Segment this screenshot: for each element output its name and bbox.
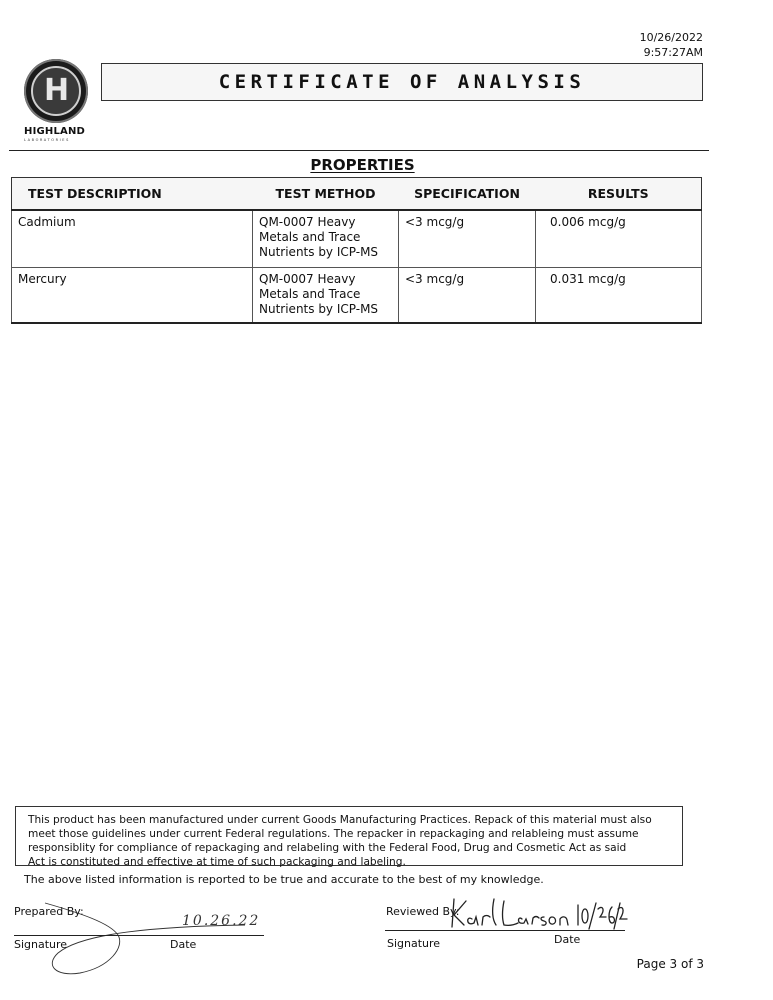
table-row (12, 210, 702, 268)
print-timestamp (640, 30, 703, 60)
cell-method-line: Nutrients by ICP-MS (259, 302, 379, 316)
document-title: CERTIFICATE OF ANALYSIS (218, 71, 586, 93)
header-divider (9, 150, 709, 151)
section-title: PROPERTIES (310, 156, 415, 174)
prepared-signature-line (14, 935, 264, 936)
reviewed-signature-line (385, 930, 625, 931)
notice-line: responsiblity for compliance of repackaging and relabeling with the Federal Food, Drug and Cosmetic Act as said (28, 842, 627, 854)
prepared-handwritten-date: 10.26.22 (182, 913, 261, 929)
cell-result: 0.031 mcg/g (536, 268, 702, 324)
print-time: 9:57:27AM (643, 46, 703, 59)
cell-description: Cadmium (12, 210, 253, 268)
notice-line: Act is constituted and effective at time of such packaging and labeling. (28, 856, 406, 868)
logo-letter: H (43, 73, 69, 108)
reviewed-signature-label: Signature (387, 937, 441, 950)
cell-method-line: Metals and Trace (259, 230, 361, 244)
column-header-results: RESULTS (536, 178, 702, 211)
prepared-signature-label: Signature (14, 938, 68, 951)
page-number: Page 3 of 3 (636, 957, 704, 971)
properties-table (11, 177, 702, 324)
cell-method (253, 210, 399, 268)
company-logo (24, 59, 88, 123)
table-row (12, 268, 702, 324)
reviewed-handwritten-signature (448, 895, 628, 933)
cell-method-line: Nutrients by ICP-MS (259, 245, 379, 259)
cell-method-line: QM-0007 Heavy (259, 215, 356, 229)
notice-line: This product has been manufactured under current Goods Manufacturing Practices. Repack of this material must also (28, 814, 652, 826)
cell-method (253, 268, 399, 324)
print-date: 10/26/2022 (639, 31, 703, 44)
reviewed-date-label: Date (554, 933, 581, 946)
cell-description: Mercury (12, 268, 253, 324)
logo-company-name: HIGHLAND (24, 126, 86, 137)
column-header-test-description: TEST DESCRIPTION (12, 178, 253, 211)
cell-result: 0.006 mcg/g (536, 210, 702, 268)
cell-specification: <3 mcg/g (399, 210, 536, 268)
prepared-by-label: Prepared By: (14, 905, 84, 918)
cell-method-line: Metals and Trace (259, 287, 361, 301)
prepared-signature-scribble (40, 895, 250, 980)
notice-line: meet those guidelines under current Federal regulations. The repacker in repackaging and relableing must assume (28, 828, 639, 840)
prepared-date-label: Date (170, 938, 197, 951)
logo-emblem (31, 66, 81, 116)
attestation-statement: The above listed information is reported to be true and accurate to the best of my knowledge. (24, 873, 544, 886)
cell-specification: <3 mcg/g (399, 268, 536, 324)
cell-method-line: QM-0007 Heavy (259, 272, 356, 286)
column-header-specification: SPECIFICATION (399, 178, 536, 211)
gmp-notice-box (15, 806, 683, 866)
document-title-box (101, 63, 703, 101)
table-header-row (12, 178, 702, 211)
column-header-test-method: TEST METHOD (253, 178, 399, 211)
logo-company-subtitle: LABORATORIES (24, 138, 70, 142)
reviewed-by-label: Reviewed By: (386, 905, 460, 918)
